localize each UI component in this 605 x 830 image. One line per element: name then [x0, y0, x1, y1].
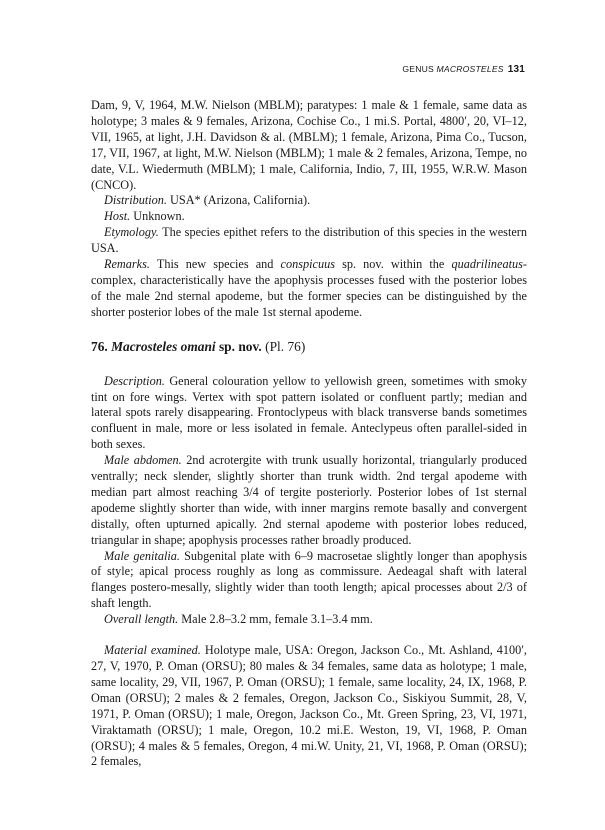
running-head	[402, 64, 525, 75]
text-male-genitalia: Subgenital plate with 6–9 macrosetae slightly longer than apophysis of style; apical process roughly as long as commissure. Aedeagal shaft with lateral flanges postero-mesally, slightly wider than tooth length; apical processes about 2/3 of shaft length.	[91, 548, 527, 611]
text-overall-length: Male 2.8–3.2 mm, female 3.1–3.4 mm.	[178, 612, 373, 627]
text-remarks-2: sp. nov. within the	[334, 257, 452, 272]
paragraph-description	[91, 374, 527, 454]
text-distribution: USA* (Arizona, California).	[166, 193, 311, 208]
label-overall-length: Overall length.	[104, 612, 179, 627]
text-remarks-3: -complex, characteristically have the apophysis processes fused with the posterior lobes of the male 2nd sternal apodeme, but the former species can be distinguished by the shorter posterior lobes of the male 1st sternal apodeme.	[91, 257, 527, 319]
text-remarks-quadrilineatus: quadrilineatus	[451, 257, 523, 272]
species-name: Macrosteles omani	[111, 338, 216, 354]
paragraph-type-material-continued: Dam, 9, V, 1964, M.W. Nielson (MBLM); paratypes: 1 male & 1 female, same data as holotype; 3 males & 9 females, Arizona, Cochise Co., 1 mi.S. Portal, 4800′, 20, VI–12, VII, 1965, at light, J.H. Davidson & al. (MBLM); 1 female, Arizona, Pima Co., Tucson, 17, VII, 1967, at light, M.W. Nielson (MBLM); 1 male & 2 females, Arizona, Tempe, no date, V.L. Wiedermuth (MBLM); 1 male, California, Indio, 7, III, 1955, W.R.W. Mason (CNCO).	[91, 98, 527, 192]
running-head-prefix: GENUS	[402, 64, 437, 74]
running-head-genus: MACROSTELES	[436, 64, 504, 74]
paragraph-distribution	[91, 193, 527, 209]
label-distribution: Distribution.	[104, 193, 167, 208]
text-remarks-conspicuus: conspicuus	[280, 257, 335, 272]
text-etymology: The species epithet refers to the distribution of this species in the western USA.	[91, 225, 527, 256]
page-number: 131	[507, 64, 525, 75]
paragraph-remarks	[91, 257, 527, 321]
label-male-abdomen: Male abdomen.	[104, 453, 182, 468]
label-remarks: Remarks.	[104, 257, 150, 272]
paragraph-etymology	[91, 225, 527, 257]
paragraph-male-abdomen	[91, 453, 527, 548]
species-plate: (Pl. 76)	[261, 338, 306, 354]
paragraph-overall-length	[91, 612, 527, 628]
text-description: General colouration yellow to yellowish green, sometimes with smoky tint on fore wings. Vertex with spot pattern isolated or confluent partly; median and lateral spots rarely disappearing. Frontoclypeus with black transverse bands sometimes confluent in male, more or less isolated in female. Anteclypeus often parallel-sided in both sexes.	[91, 373, 527, 452]
body-text	[91, 98, 527, 770]
paragraph-host	[91, 209, 527, 225]
label-description: Description.	[104, 373, 165, 388]
species-number: 76.	[91, 338, 112, 354]
label-material-examined: Material examined.	[104, 643, 201, 658]
label-host: Host.	[104, 209, 131, 224]
label-etymology: Etymology.	[104, 225, 159, 240]
species-status: sp. nov.	[215, 338, 262, 354]
paragraph-male-genitalia	[91, 549, 527, 613]
species-heading	[91, 339, 527, 355]
text-material-examined: Holotype male, USA: Oregon, Jackson Co., Mt. Ashland, 4100′, 27, V, 1970, P. Oman (ORSU); 80 males & 34 females, same data as holotype; 1 male, same locality, 29, VII, 1967, P. Oman (ORSU); 1 female, same locality, 24, IX, 1968, P. Oman (ORSU); 2 males & 2 females, Oregon, Jackson Co., Siskiyou Summit, 28, V, 1971, P. Oman (ORSU); 1 male, Oregon, Jackson Co., Mt. Green Spring, 23, VI, 1971, Viraktamath (ORSU); 1 male, Oregon, 10.2 mi.E. Weston, 19, VI, 1968, P. Oman (ORSU); 4 males & 5 females, Oregon, 4 mi.W. Unity, 21, VI, 1968, P. Oman (ORSU); 2 females,	[91, 643, 527, 769]
paragraph-material-examined	[91, 643, 527, 770]
text-remarks-1: This new species and	[149, 257, 281, 272]
paragraph-gap	[91, 628, 527, 643]
text-male-abdomen: 2nd acrotergite with trunk usually horizontal, triangularly produced ventrally; neck slender, slightly shorter than trunk width. 2nd tergal apodeme with median part almost reaching 3/4 of tergite posteriorly. Posterior lobes of 1st sternal apodeme slightly shorter than wide, with inner margins remote basally and convergent distally, often upturned apically. 2nd sternal apodeme with posterior lobes reduced, triangular in shape; apophysis processes rather broadly produced.	[91, 453, 527, 547]
label-male-genitalia: Male genitalia.	[104, 548, 180, 563]
text-host: Unknown.	[130, 209, 185, 224]
